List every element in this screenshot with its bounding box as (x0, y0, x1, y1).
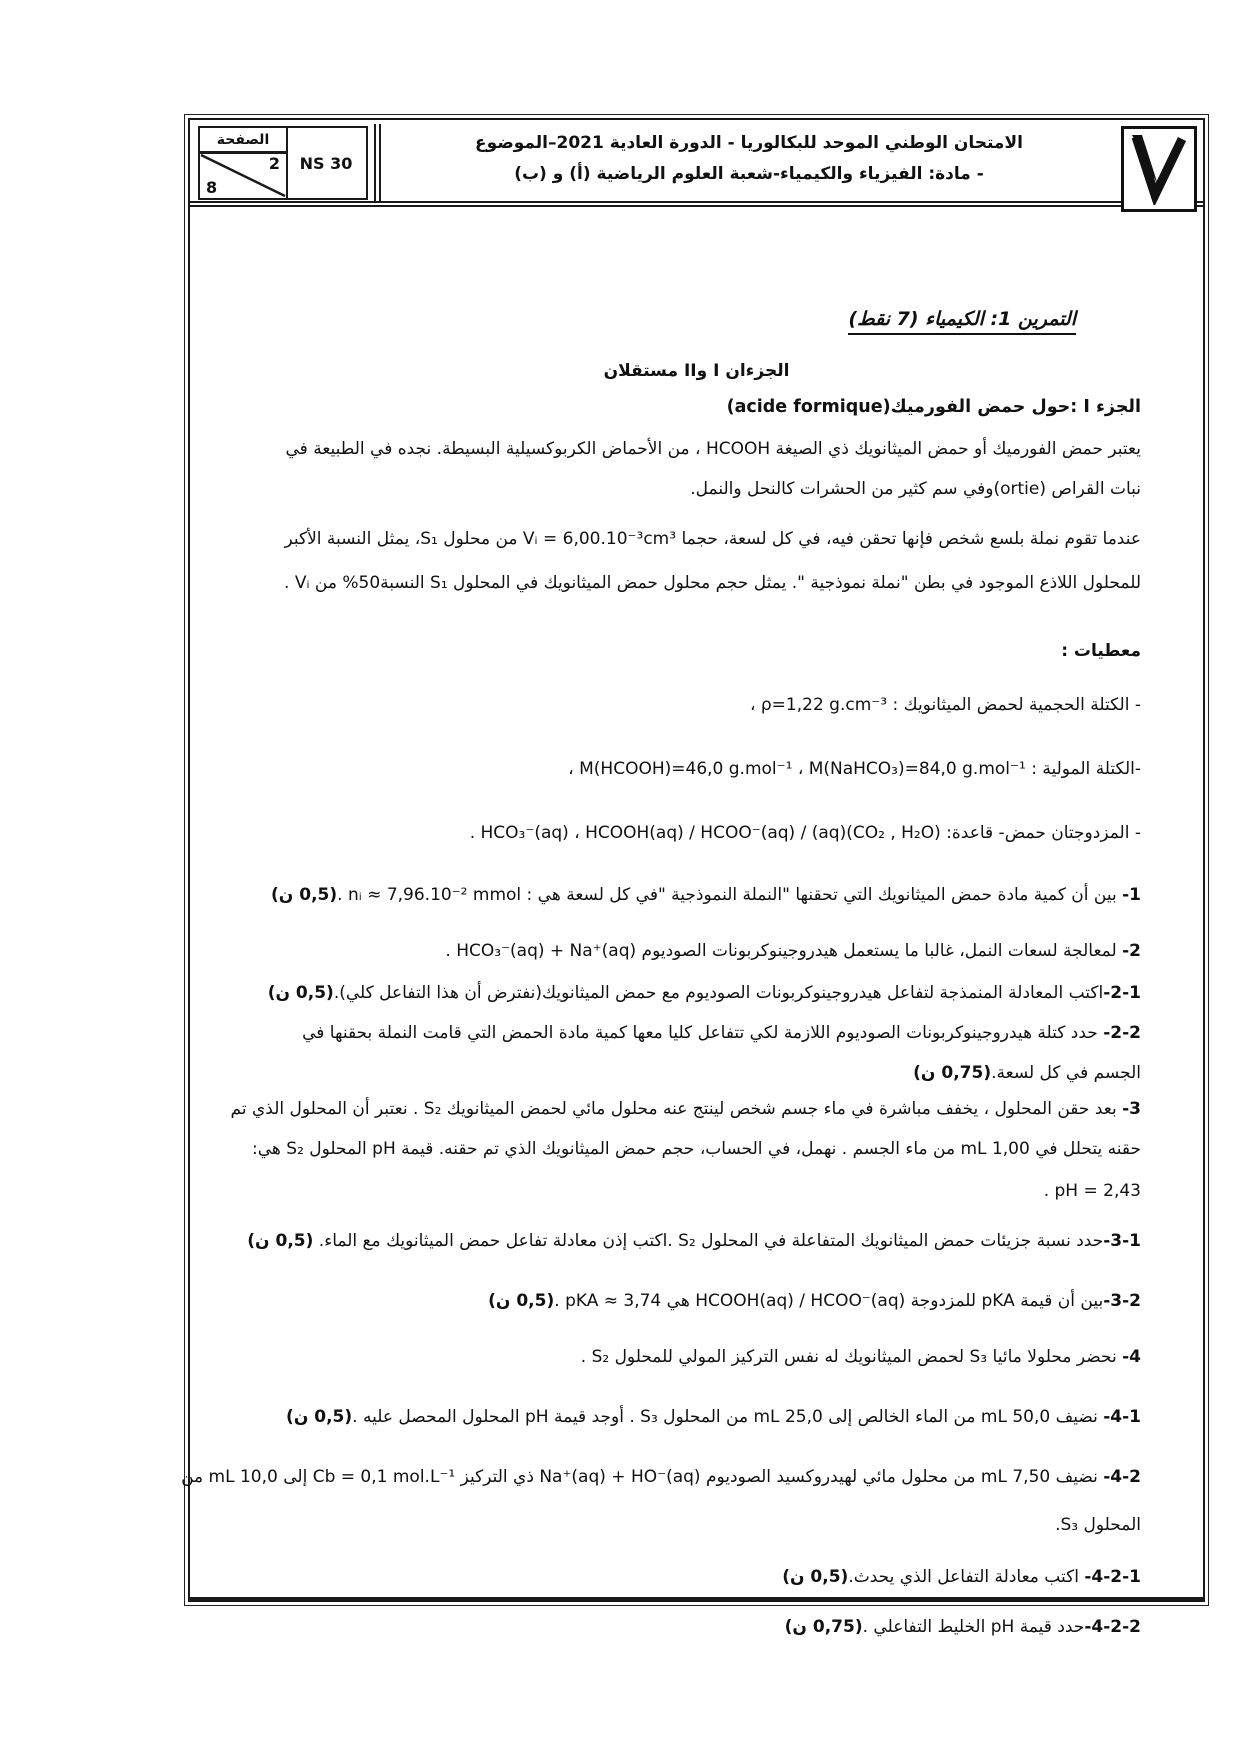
question-text: بين أن كمية مادة حمض الميثانويك التي تحقنها "النملة النموذجية "في كل لسعة هي : nᵢ ≈ 7,96.10⁻² mmol . (337, 885, 1123, 905)
question-3-line1 (206, 1097, 1141, 1121)
question-4-2-1 (206, 1565, 1141, 1589)
v-mark-icon (1128, 133, 1190, 205)
question-number: 4-2-1- (1084, 1567, 1141, 1587)
exercise-content (181, 207, 1203, 1637)
question-number: 2-1- (1103, 983, 1141, 1003)
exam-header (190, 120, 1203, 207)
part1-heading: الجزء I :حول حمض الفورميك(acide formique) (726, 397, 1141, 417)
question-number: 3-2- (1103, 1291, 1141, 1311)
question-mark: (0,5 ن) (271, 885, 338, 905)
ant-sting-line-1: عندما تقوم نملة بلسع شخص فإنها تحقن فيه، في كل لسعة، حجما Vᵢ = 6,00.10⁻³cm³ من محلول S₁، يمثل النسبة الأكبر (284, 529, 1141, 549)
question-text: نضيف 50,0 mL من الماء الخالص إلى 25,0 mL من المحلول S₃ . أوجد قيمة pH المحلول المحصل عليه . (352, 1407, 1104, 1427)
question-number: 4-2-2- (1084, 1617, 1141, 1637)
question-text: اكتب المعادلة المنمذجة لتفاعل هيدروجينوكربونات الصوديوم مع حمض الميثانويك(نفترض أن هذا التفاعل كلي). (333, 983, 1104, 1003)
question-2-2-line2 (206, 1061, 1141, 1085)
density-data: - الكتلة الحجمية لحمض الميثانويك : ρ=1,22 g.cm⁻³ ، (750, 695, 1141, 715)
question-2 (206, 939, 1141, 963)
question-text: نحضر محلولا مائيا S₃ لحمض الميثانويك له نفس التركيز المولي للمحلول S₂ . (580, 1347, 1123, 1367)
question-text: حدد نسبة جزيئات حمض الميثانويك المتفاعلة في المحلول S₂ .اكتب إذن معادلة تفاعل حمض الميثانويك مع الماء. (313, 1231, 1104, 1251)
question-4-2-2 (206, 1615, 1141, 1639)
question-number: 1- (1122, 885, 1141, 905)
exam-code: NS 30 (286, 126, 368, 200)
ph-value-line: pH = 2,43 . (1043, 1181, 1141, 1201)
ant-sting-line-2: للمحلول اللاذع الموجود في بطن "نملة نموذجية ". يمثل حجم محلول حمض الميثانويك في المحلول S₁ النسبة50% من Vᵢ . (284, 573, 1141, 593)
question-2-1 (206, 981, 1141, 1005)
exam-title-line1: الامتحان الوطني الموحد للبكالوريا - الدورة العادية 2021–الموضوع (475, 133, 1023, 153)
page-number-box (198, 126, 288, 200)
exam-title-line2: - مادة: الفيزياء والكيمياء-شعبة العلوم الرياضية (أ) و (ب) (514, 164, 984, 184)
page-label: الصفحة (200, 128, 286, 154)
question-number: 4- (1122, 1347, 1141, 1367)
question-number: 3- (1122, 1099, 1141, 1119)
question-mark: (0,75 ن) (913, 1063, 992, 1083)
question-2-2-line1 (206, 1021, 1141, 1045)
question-4-2-line2: المحلول S₃. (1055, 1515, 1141, 1535)
page-total: 8 (206, 178, 218, 197)
question-mark: (0,75 ن) (784, 1617, 863, 1637)
question-text: بين أن قيمة pKA للمزدوجة HCOOH(aq) / HCOO⁻(aq) هي pKA ≈ 3,74 . (554, 1291, 1104, 1311)
question-3-1 (206, 1229, 1141, 1253)
question-text: حدد كتلة هيدروجينوكربونات الصوديوم اللازمة لكي تتفاعل كليا معها كمية مادة الحمض التي قامت النملة بحقنها في (302, 1023, 1104, 1043)
intro-line-2: نبات القراص (ortie)وفي سم كثير من الحشرات كالنحل والنمل. (690, 479, 1141, 499)
molar-mass-data: -الكتلة المولية : M(HCOOH)=46,0 g.mol⁻¹ ، M(NaHCO₃)=84,0 g.mol⁻¹ ، (568, 759, 1141, 779)
question-3-line2: حقنه يتحلل في 1,00 mL من ماء الجسم . نهمل، في الحساب، حجم حمض الميثانويك الذي تم حقنه. قيمة pH المحلول S₂ هي: (252, 1139, 1141, 1159)
question-text: الجسم في كل لسعة. (991, 1063, 1141, 1083)
parts-independence-note: الجزءان I وII مستقلان (603, 361, 790, 381)
question-4-2-line1 (181, 1465, 1141, 1489)
question-mark: (0,5 ن) (267, 983, 334, 1003)
question-mark: (0,5 ن) (488, 1291, 555, 1311)
question-number: 2- (1122, 941, 1141, 961)
question-number: 4-2- (1103, 1467, 1141, 1487)
question-number: 2-2- (1103, 1023, 1141, 1043)
exam-page-frame (181, 118, 1205, 1637)
question-number: 3-1- (1103, 1231, 1141, 1251)
question-4-1 (206, 1405, 1141, 1429)
page-fraction-cell (200, 154, 286, 197)
header-separator (374, 124, 381, 202)
question-number: 4-1- (1103, 1407, 1141, 1427)
question-3-2 (206, 1289, 1141, 1313)
question-text: اكتب معادلة التفاعل الذي يحدث. (848, 1567, 1085, 1587)
question-1 (206, 883, 1141, 907)
question-4 (206, 1345, 1141, 1369)
question-mark: (0,5 ن) (782, 1567, 849, 1587)
exam-title-block (395, 128, 1103, 190)
question-text: نضيف 7,50 mL من محلول مائي لهيدروكسيد الصوديوم Na⁺(aq) + HO⁻(aq) ذي التركيز Cb = 0,1 mol.L⁻¹ إلى 10,0 mL من (181, 1467, 1104, 1487)
question-text: حدد قيمة pH الخليط التفاعلي . (862, 1617, 1085, 1637)
question-text: بعد حقن المحلول ، يخفف مباشرة في ماء جسم شخص لينتج عنه محلول مائي لحمض الميثانويك S₂ . نعتبر أن المحلول الذي تم (230, 1099, 1123, 1119)
intro-line-1: يعتبر حمض الفورميك أو حمض الميثانويك ذي الصيغة HCOOH ، من الأحماض الكربوكسيلية البسيطة. نجده في الطبيعة في (285, 439, 1141, 459)
page-current: 2 (268, 154, 280, 173)
question-mark: (0,5 ن) (247, 1231, 314, 1251)
ministry-logo-box (1121, 126, 1197, 212)
question-mark: (0,5 ن) (286, 1407, 353, 1427)
acid-base-couples-data: - المزدوجتان حمض- قاعدة: (CO₂ , H₂O)(aq) / HCO₃⁻(aq) ، HCOOH(aq) / HCOO⁻(aq) . (469, 823, 1141, 843)
exercise-title: التمرين 1: الكيمياء (7 نقط) (848, 307, 1076, 335)
question-text: لمعالجة لسعات النمل، غالبا ما يستعمل هيدروجينوكربونات الصوديوم HCO₃⁻(aq) + Na⁺(aq) . (445, 941, 1123, 961)
data-heading: معطيات : (1061, 641, 1141, 661)
